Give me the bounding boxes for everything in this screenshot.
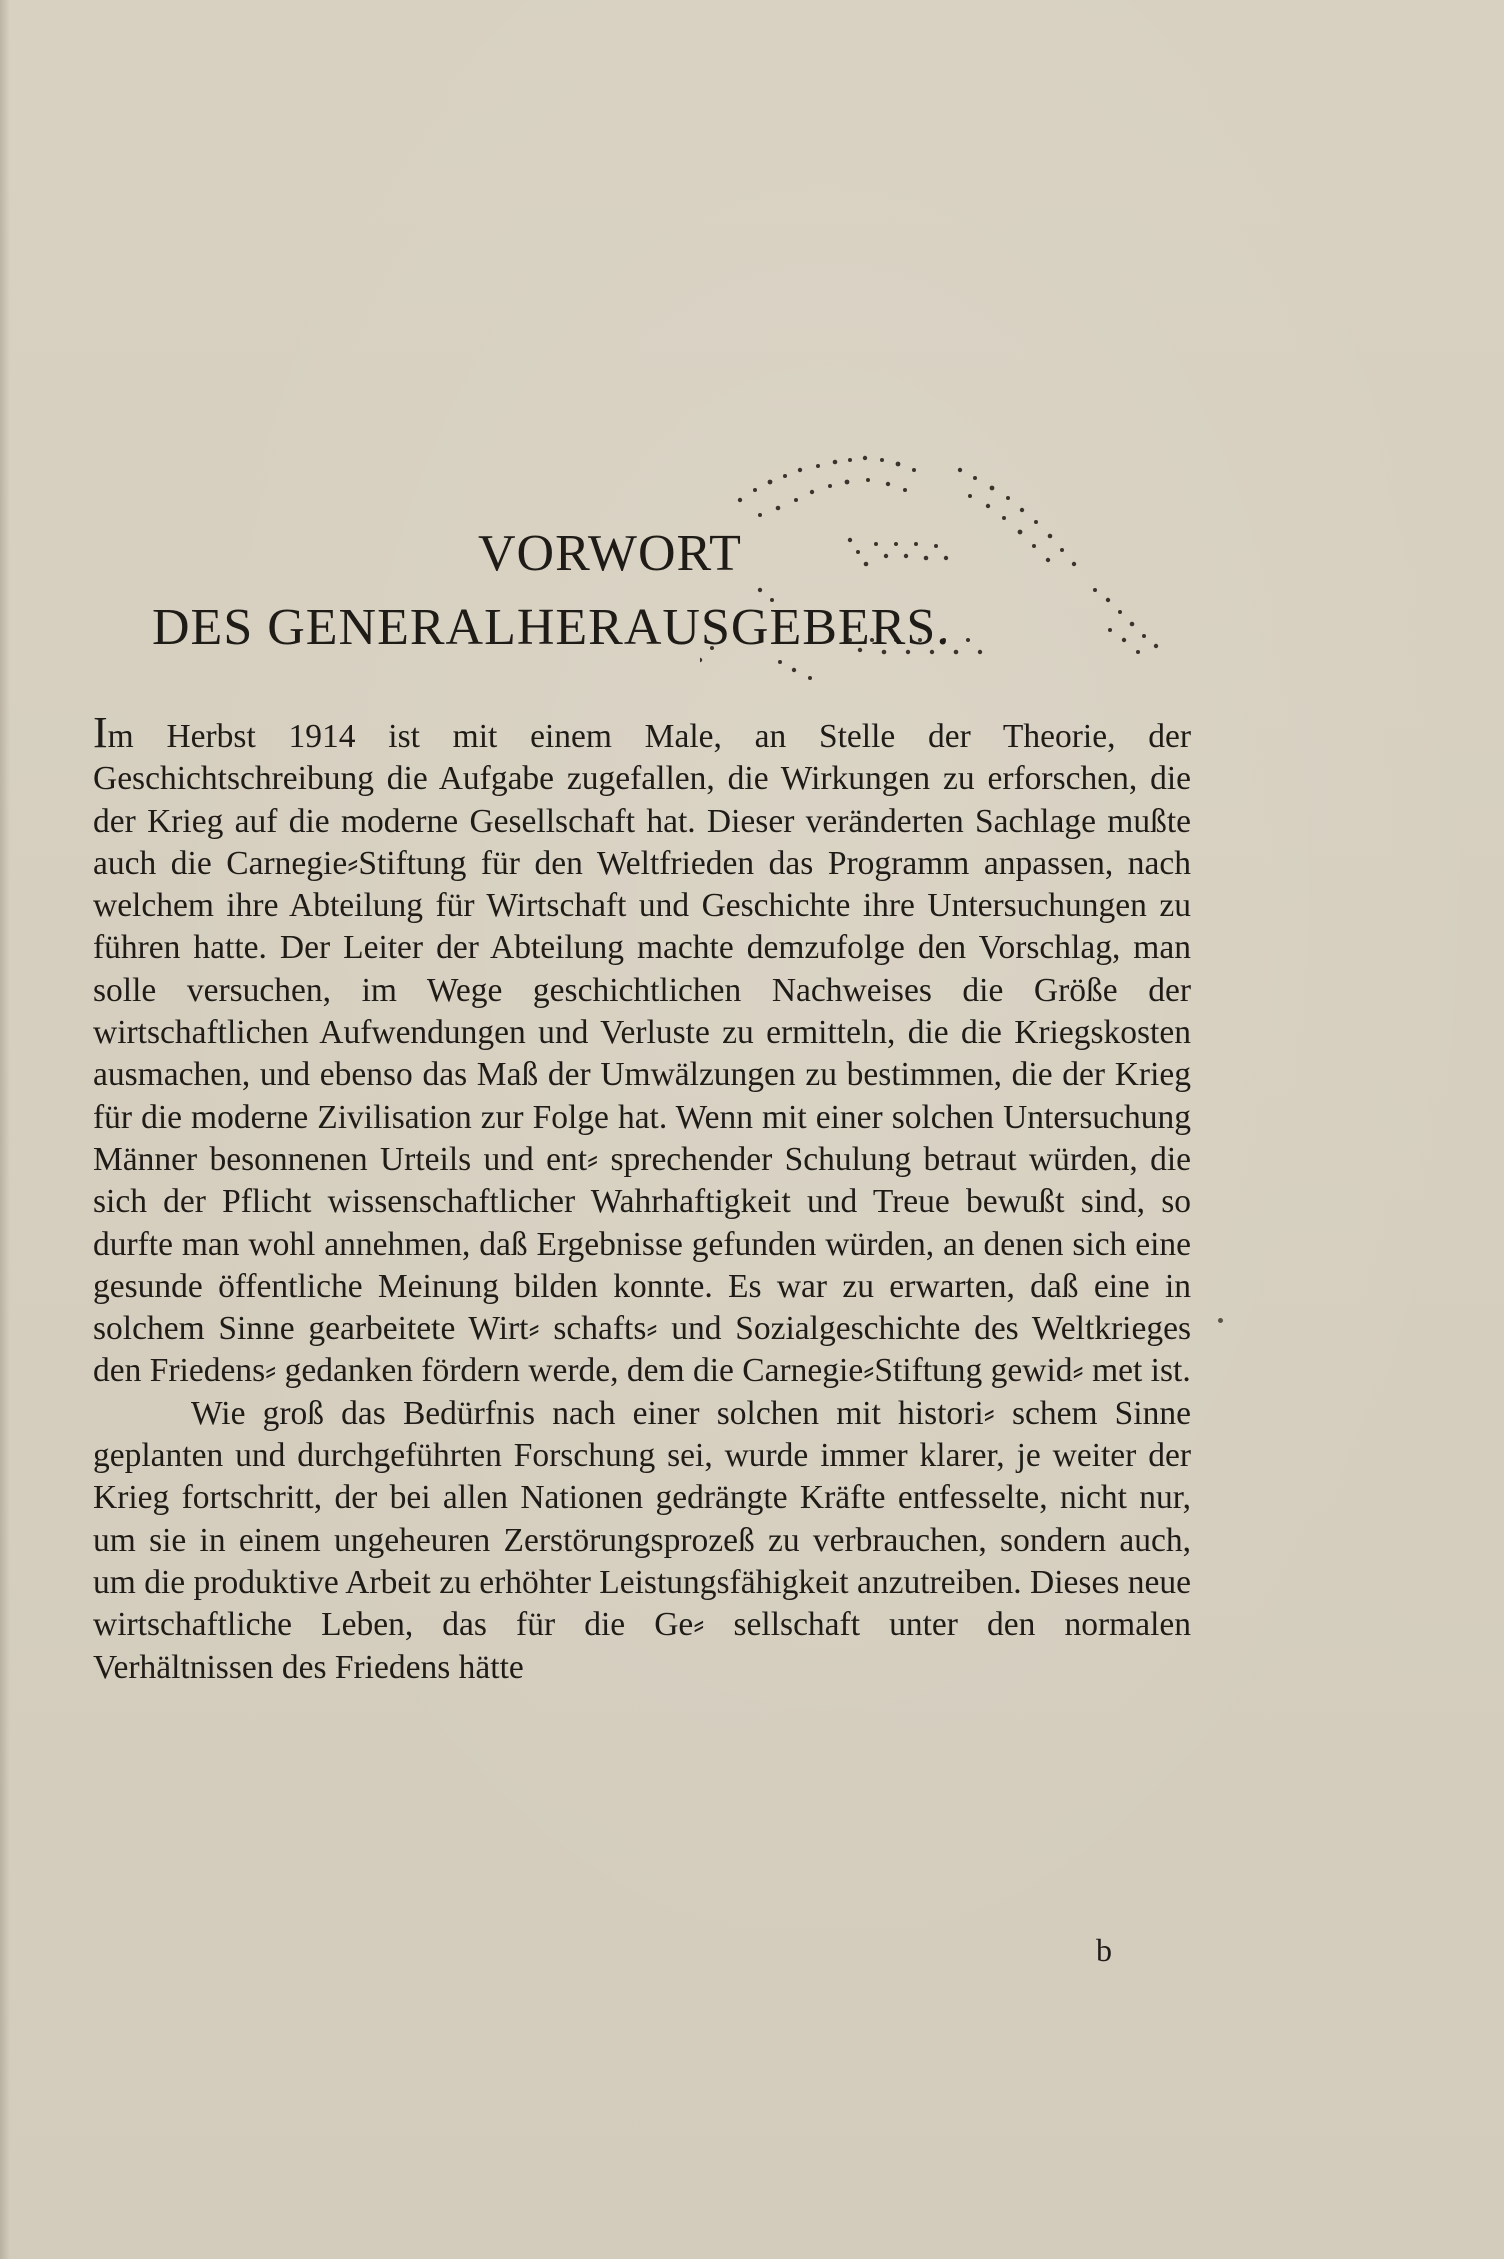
page-edge-shadow xyxy=(0,0,10,2259)
paper-speck xyxy=(1218,1318,1223,1323)
drop-initial: I xyxy=(93,708,108,757)
heading-line-vorwort: VORWORT xyxy=(478,525,742,582)
paragraph-1-text: m Herbst 1914 ist mit einem Male, an Stelle der Theorie, der Geschichtschreibung die Aufgabe zugefallen, die Wirkungen zu erforschen, die der Krieg auf die moderne Gesellschaft hat. Dieser veränderten Sachlage mußte auch die Carnegie⸗Stiftung für den Weltfrieden das Programm anpassen, nach welchem ihre Abteilung für Wirtschaft und Geschichte ihre Untersuchungen zu führen hatte. Der Leiter der Abteilung machte demzufolge den Vorschlag, man solle versuchen, im Wege geschichtlichen Nachweises die Größe der wirtschaftlichen Aufwendungen und Verluste zu ermitteln, die die Kriegskosten ausmachen, und ebenso das Maß der Umwälzungen zu bestimmen, die der Krieg für die moderne Zivilisation zur Folge hat. Wenn mit einer solchen Untersuchung Männer besonnenen Urteils und ent⸗ sprechender Schulung betraut würden, die sich der Pflicht wissenschaftlicher Wahrhaftigkeit und Treue bewußt sind, so durfte man wohl annehmen, daß Ergebnisse gefunden würden, an denen sich eine gesunde öffentliche Meinung bilden konnte. Es war zu erwarten, daß eine in solchem Sinne gearbeitete Wirt⸗ schafts⸗ und Sozialgeschichte des Weltkrieges den Friedens⸗ gedanken fördern werde, dem die Carnegie⸗Stiftung gewid⸗ met ist. xyxy=(93,718,1191,1390)
body-text xyxy=(93,708,1191,1689)
chapter-heading xyxy=(90,524,1190,658)
heading-line-generalherausgebers: DES GENERALHERAUSGEBERS. xyxy=(152,599,951,656)
signature-mark: b xyxy=(1096,1932,1112,1968)
paragraph-1 xyxy=(93,708,1191,1393)
paragraph-2: Wie groß das Bedürfnis nach einer solchen mit histori⸗ schem Sinne geplanten und durchgeführten Forschung sei, wurde immer klarer, je weiter der Krieg fortschritt, der bei allen Nationen gedrängte Kräfte entfesselte, nicht nur, um sie in einem ungeheuren Zerstörungsprozeß zu verbrauchen, sondern auch, um die produktive Arbeit zu erhöhter Leistungsfähigkeit anzutreiben. Dieses neue wirtschaftliche Leben, das für die Ge⸗ sellschaft unter den normalen Verhältnissen des Friedens hätte xyxy=(93,1394,1191,1686)
